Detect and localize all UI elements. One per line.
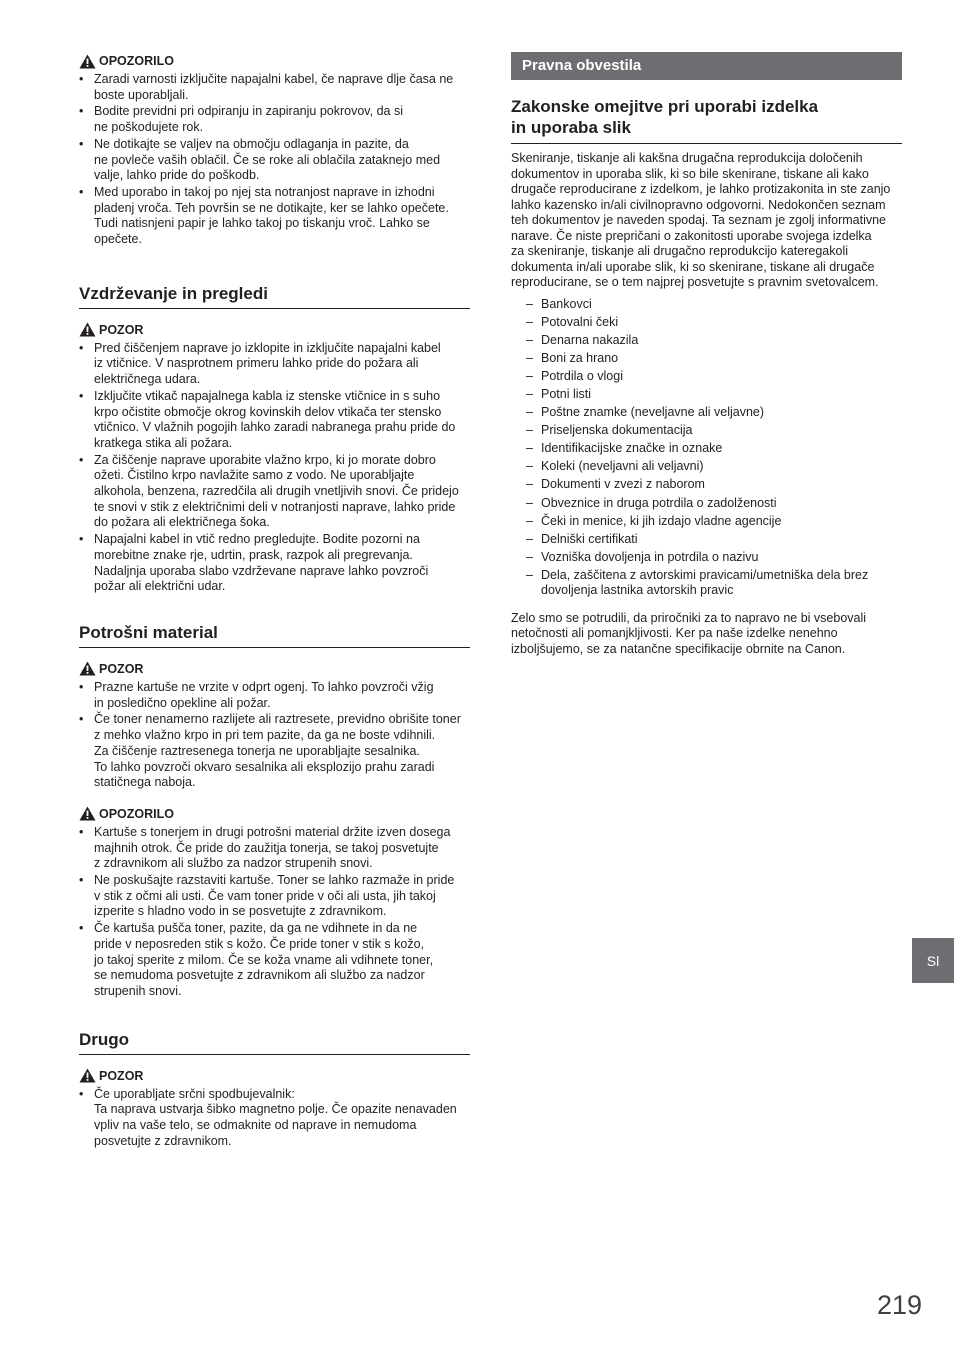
- list-item: • Zaradi varnosti izključite napajalni kabel, če naprave dlje časa ne boste uporabljali.: [79, 72, 454, 102]
- list-item: – Čeki in menice, ki jih izdajo vladne agencije: [526, 513, 782, 528]
- warning-triangle-icon: [79, 1068, 96, 1083]
- warning-heading: [79, 805, 470, 823]
- list-item: – Priseljenska dokumentacija: [526, 423, 693, 438]
- warning-triangle-icon: [79, 806, 96, 821]
- language-tab: Sl: [912, 938, 954, 983]
- warning-heading: [79, 321, 470, 339]
- list-item: • Bodite previdni pri odpiranju in zapiranju pokrovov, da si ne poškodujete rok.: [79, 104, 403, 135]
- list-item: – Potrdila o vlogi: [526, 368, 623, 383]
- warning-heading: [79, 1067, 470, 1085]
- warning-heading: [79, 52, 470, 70]
- warning-label: OPOZORILO: [99, 54, 174, 68]
- section-title-consumables: Potrošni material: [79, 623, 470, 648]
- list-item: • Ne dotikajte se valjev na območju odlaganja in pazite, da ne povleče vaših oblačil. Če se roke ali oblačila zataknejo med valje, lahko pride do poškodb.: [79, 136, 441, 183]
- right-column: [511, 52, 902, 657]
- list-item: – Bankovci: [526, 296, 592, 311]
- list-item: – Potovalni čeki: [526, 314, 619, 329]
- warning-triangle-icon: [79, 322, 96, 337]
- bullet-list: [79, 680, 470, 791]
- warning-label: POZOR: [99, 1068, 144, 1083]
- warning-label: OPOZORILO: [99, 806, 174, 821]
- bullet-list: [79, 341, 470, 595]
- list-item: – Obveznice in druga potrdila o zadolženosti: [526, 495, 777, 510]
- list-item: • Kartuše s tonerjem in drugi potrošni material držite izven dosega majhnih otrok. Če pride do zaužitja tonerja, se takoj posvetujte z zdravnikom ali službo za nadzor strupenih snovi.: [79, 824, 451, 871]
- document-list: [511, 297, 902, 599]
- list-item: • Če uporabljate srčni spodbujevalnik: Ta naprava ustvarja šibko magnetno polje. Če opazite nenavaden vpliv na vaše telo, se odmaknite od naprave in nemudoma posvetujte z zdravnikom.: [79, 1086, 457, 1148]
- list-item: • Pred čiščenjem naprave jo izklopite in izključite napajalni kabel iz vtičnice. V nasprotnem primeru lahko pride do požara ali električnega udara.: [79, 340, 441, 387]
- left-column: [79, 52, 470, 1150]
- list-item: – Vozniška dovoljenja in potrdila o nazivu: [526, 549, 759, 564]
- outro-paragraph: Zelo smo se potrudili, da priročniki za to napravo ne bi vsebovali netočnosti ali pomanjkljivosti. Ker pa naše izdelke nenehno izboljšujemo, se za natančne specifikacije obrnite na Canon.: [511, 610, 867, 656]
- list-item: • Za čiščenje naprave uporabite vlažno krpo, ki jo morate dobro ožeti. Čistilno krpo navlažite samo z vodo. Ne uporabljajte alkohola, benzena, razredčila ali drugih vnetljivih snovi. Če pridejo te snovi v stik z električnimi deli v notranjosti naprave, lahko pride do požara ali električnega šoka.: [79, 452, 459, 530]
- bullet-list: [79, 72, 470, 248]
- list-item: – Koleki (neveljavni ali veljavni): [526, 459, 704, 474]
- section-title-other: Drugo: [79, 1030, 470, 1055]
- warning-triangle-icon: [79, 54, 96, 69]
- list-item: – Dela, zaščitena z avtorskimi pravicami/umetniška dela brez dovoljenja lastnika avtorskih pravic: [526, 567, 869, 598]
- list-item: • Ne poskušajte razstaviti kartuše. Toner se lahko razmaže in pride v stik z očmi ali usti. Če vam toner pride v oči ali usta, jih takoj izperite s hladno vodo in se posvetujte z zdravnikom.: [79, 873, 455, 919]
- list-item: • Če kartuša pušča toner, pazite, da ga ne vdihnete in da ne pride v neposreden stik s kožo. Če pride toner v stik s kožo, jo takoj sperite z milom. Če se koža vname ali vdihnete toner, se nemudoma posvetujte z zdravnikom ali službo za nadzor strupenih snovi.: [79, 921, 434, 998]
- warning-label: POZOR: [99, 661, 144, 676]
- section-title-maintenance: Vzdrževanje in pregledi: [79, 284, 470, 309]
- list-item: – Denarna nakazila: [526, 332, 639, 347]
- section-title-legal: Zakonske omejitve pri uporabi izdelka in uporaba slik: [511, 96, 902, 144]
- list-item: • Če toner nenamerno razlijete ali raztresete, previdno obrišite toner z mehko vlažno krpo in pri tem pazite, da ga ne boste vdihnili. Za čiščenje raztresenega tonerja ne uporabljajte sesalnika. To lahko povzroči okvaro sesalnika ali eksplozijo prahu zaradi statičnega naboja.: [79, 712, 461, 790]
- bullet-list: [79, 1087, 470, 1150]
- list-item: • Napajalni kabel in vtič redno pregledujte. Bodite pozorni na morebitne znake rje, udrtin, prask, razpok ali pregrevanja. Nadaljnja uporaba slabo vzdrževane naprave lahko povzroči požar ali električni udar.: [79, 532, 429, 594]
- page-number: 219: [876, 1290, 922, 1320]
- list-item: – Delniški certifikati: [526, 531, 638, 546]
- list-item: – Identifikacijske značke in oznake: [526, 441, 723, 456]
- section-banner: Pravna obvestila: [511, 52, 902, 80]
- warning-label: POZOR: [99, 322, 144, 337]
- list-item: – Poštne znamke (neveljavne ali veljavne): [526, 405, 765, 420]
- list-item: • Med uporabo in takoj po njej sta notranjost naprave in izhodni pladenj vroča. Teh površin se ne dotikajte, ker se lahko opečete. Tudi natisnjeni papir je lahko takoj po tiskanju vroč. Lahko se opečete.: [79, 184, 449, 247]
- bullet-list: [79, 825, 470, 1000]
- warning-triangle-icon: [79, 661, 96, 676]
- list-item: • Prazne kartuše ne vrzite v odprt ogenj. To lahko povzroči vžig in posledično opekline ali požar.: [79, 679, 434, 710]
- list-item: • Izključite vtikač napajalnega kabla iz stenske vtičnice in s suho krpo očistite območje okrog kovinskih delov vtikača ter stensko vtičnico. V vlažnih pogojih lahko zaradi nabranega prahu pride do kratkega stika ali požara.: [79, 388, 456, 450]
- list-item: – Dokumenti v zvezi z naborom: [526, 477, 705, 492]
- list-item: – Potni listi: [526, 386, 592, 401]
- list-item: – Boni za hrano: [526, 350, 619, 365]
- intro-paragraph: Skeniranje, tiskanje ali kakšna drugačna reprodukcija določenih dokumentov in uporaba slik, ki so bile skenirane, tiskane ali kako drugače reproducirane z izdelkom, je lahko protizakonita in ste zanjo lahko kazensko in/ali civilnopravno odgovorni. Nedokončen seznam teh dokumentov je naveden spodaj. Ta seznam je zgolj informativne narave. Če niste prepričani o zakonitosti uporabe svojega izdelka za skeniranje, tiskanje ali drugačno reprodukcijo kateregakoli dokumenta in/ali uporabe slik, ki so skenirane, tiskane ali drugače reproducirane, se o tem najprej posvetujte s pravnim svetovalcem.: [511, 151, 891, 289]
- warning-heading: [79, 660, 470, 678]
